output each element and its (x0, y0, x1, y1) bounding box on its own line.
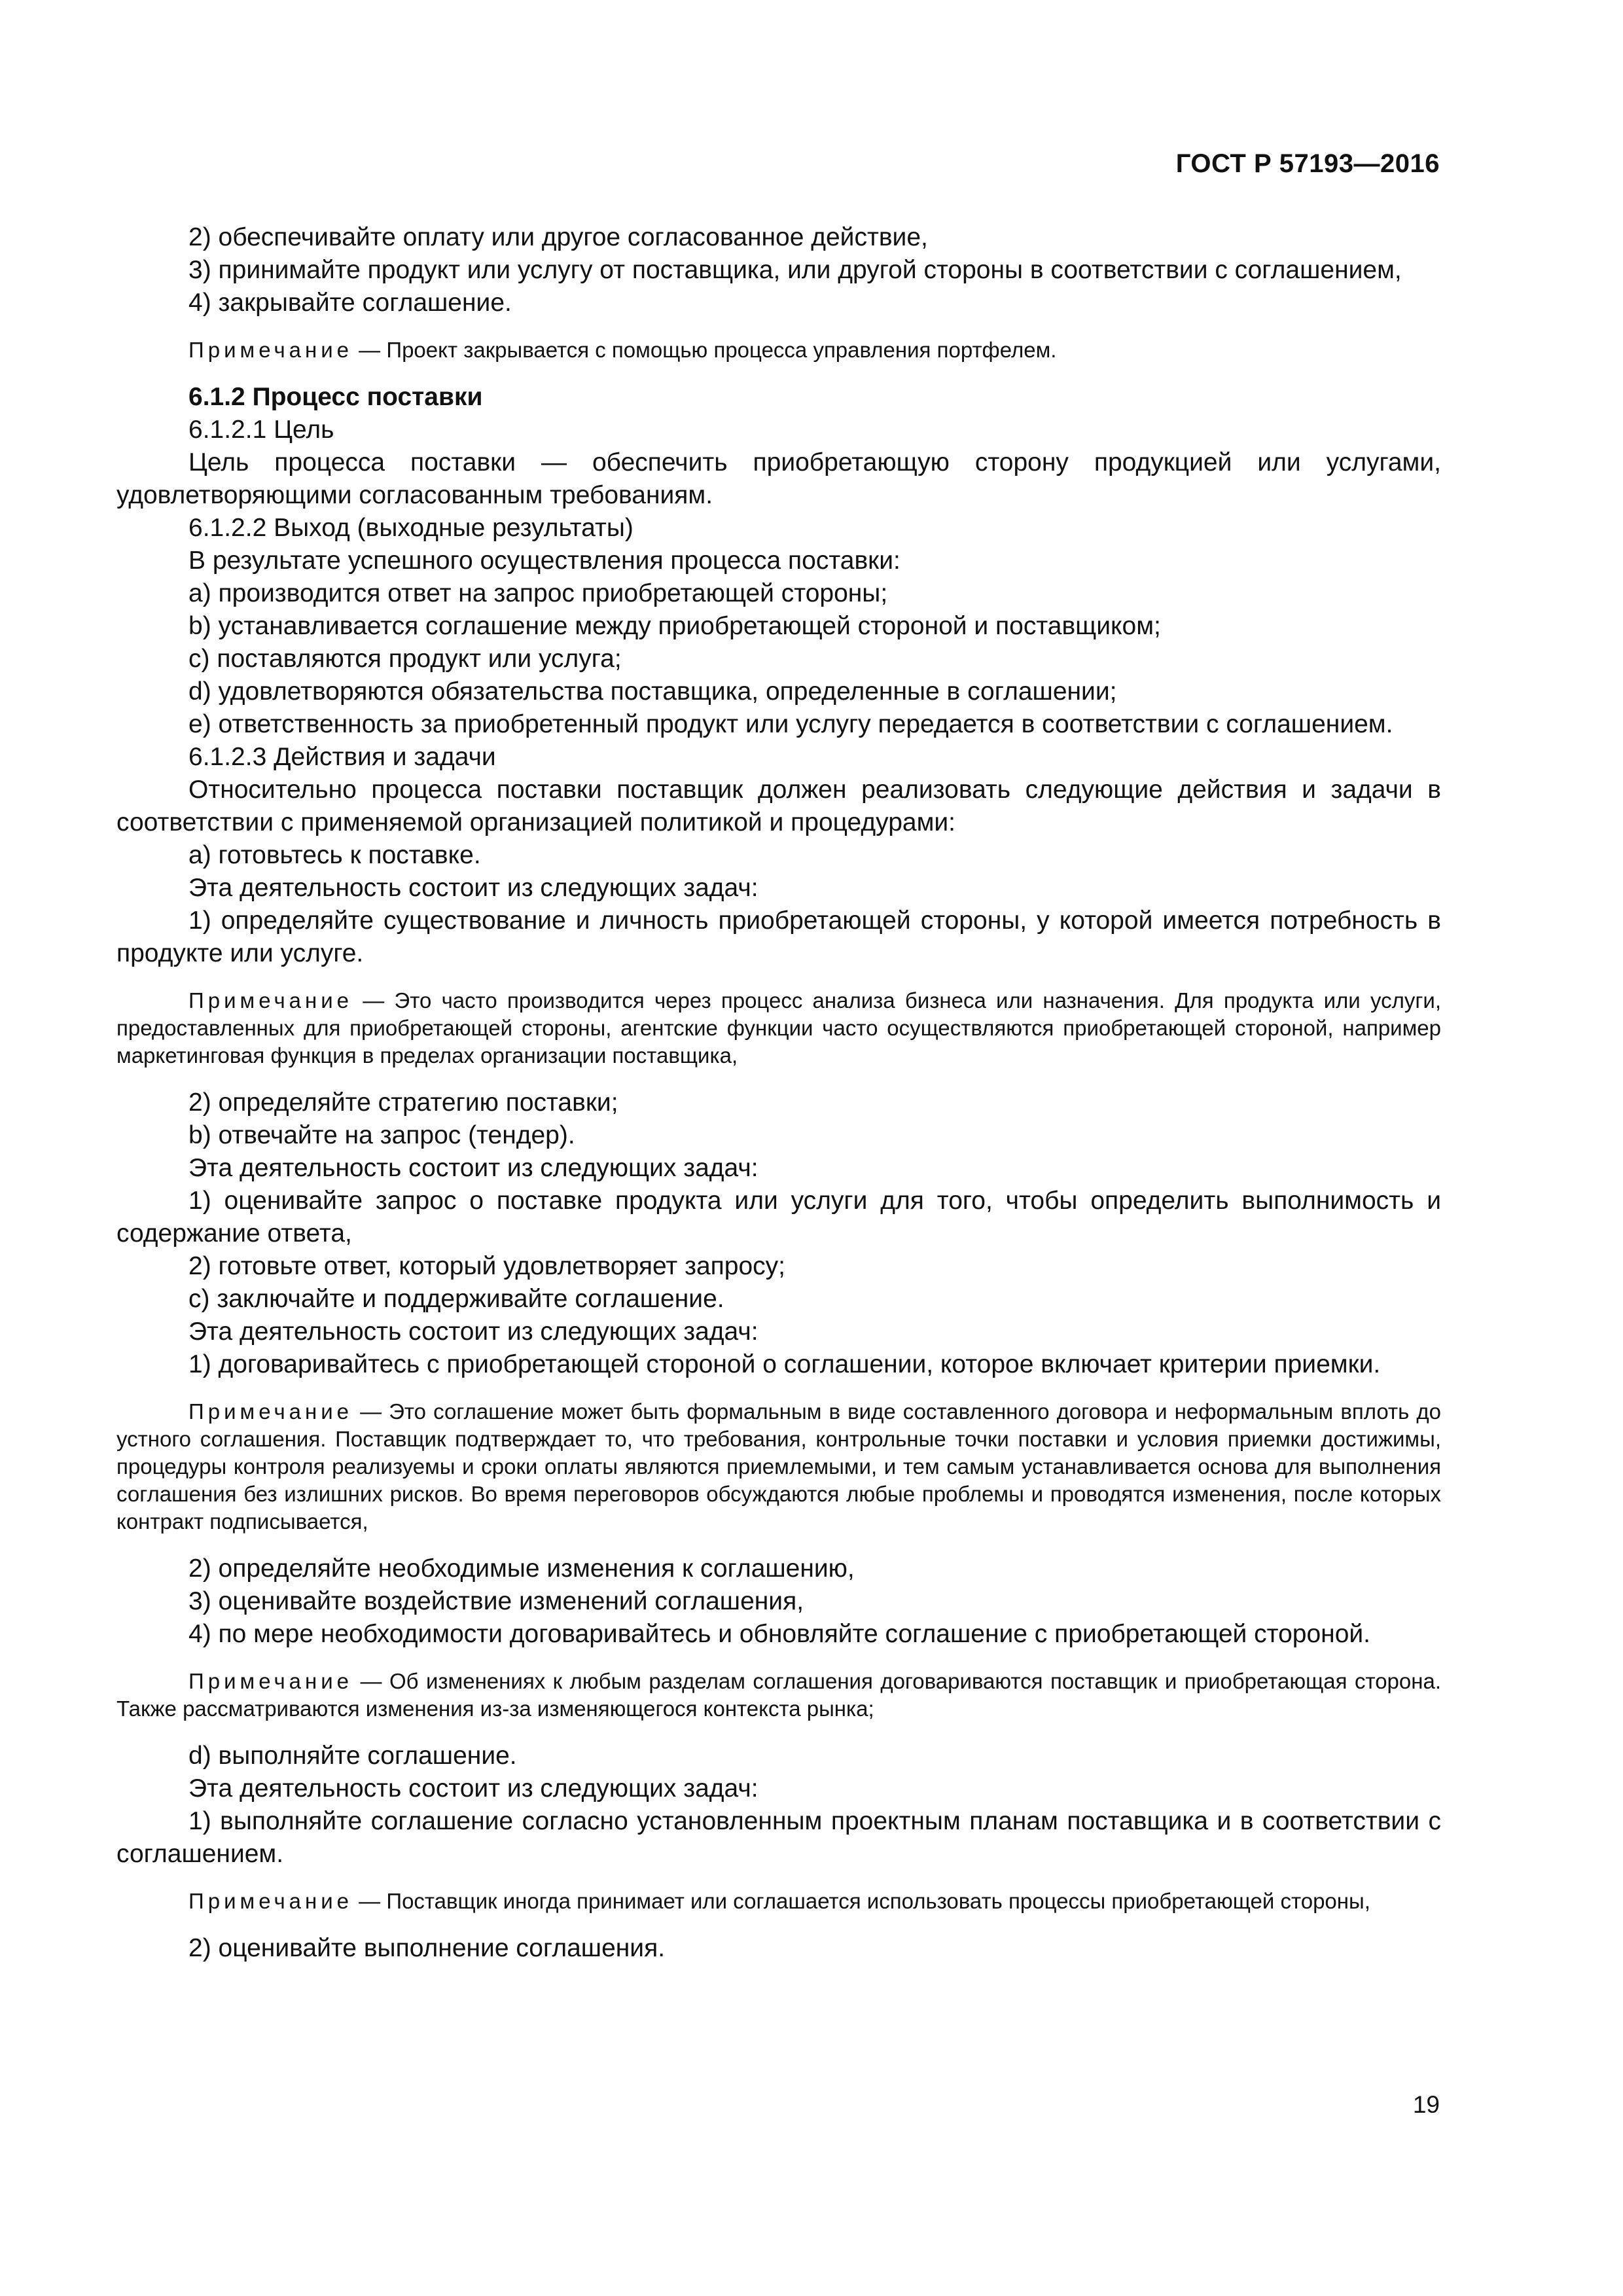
note-paragraph (116, 336, 1441, 364)
document-body (116, 221, 1441, 1965)
note-label: Примечание (188, 1889, 353, 1913)
body-paragraph: 4) закрывайте соглашение. (188, 289, 512, 317)
body-paragraph: 2) обеспечивайте оплату или другое согласованное действие, (188, 223, 928, 251)
section-heading: 6.1.2 Процесс поставки (188, 383, 483, 411)
note-label: Примечание (188, 988, 353, 1013)
note-text: — Это соглашение может быть формальным в виде составленного договора и неформальным вплоть до устного соглашения. Поставщик подтверждает то, что требования, контрольные точки поставки и условия приемки достижимы, процедуры контроля реализуемы и сроки оплаты являются приемлемыми, и тем самым устанавливается основа для выполнения соглашения без излишних рисков. Во время переговоров обсуждаются любые проблемы и проводятся изменения, после которых контракт подписывается, (116, 1399, 1441, 1534)
body-paragraph: 1) выполняйте соглашение согласно установленным проектным планам поставщика и в соответствии с соглашением. (116, 1807, 1441, 1868)
body-paragraph: Относительно процесса поставки поставщик должен реализовать следующие действия и задачи в соответствии с применяемой организацией политикой и процедурами: (116, 776, 1441, 836)
body-paragraph: d) удовлетворяются обязательства поставщика, определенные в соглашении; (188, 677, 1117, 706)
note-paragraph (116, 1398, 1441, 1535)
body-paragraph: Эта деятельность состоит из следующих задач: (188, 1774, 758, 1803)
body-paragraph: 6.1.2.1 Цель (188, 416, 334, 444)
body-paragraph: 1) оценивайте запрос о поставке продукта или услуги для того, чтобы определить выполнимость и содержание ответа, (116, 1187, 1441, 1247)
note-paragraph (116, 987, 1441, 1069)
body-paragraph: Цель процесса поставки — обеспечить приобретающую сторону продукцией или услугами, удовлетворяющими согласованным требованиям. (116, 448, 1441, 509)
body-paragraph: c) поставляются продукт или услуга; (188, 645, 622, 673)
body-paragraph: a) производится ответ на запрос приобретающей стороны; (188, 579, 888, 607)
body-paragraph: 4) по мере необходимости договаривайтесь и обновляйте соглашение с приобретающей стороной. (188, 1620, 1371, 1648)
body-paragraph: e) ответственность за приобретенный продукт или услугу передается в соответствии с соглашением. (188, 710, 1393, 738)
note-text: — Поставщик иногда принимает или соглашается использовать процессы приобретающей стороны, (353, 1889, 1370, 1913)
body-paragraph: b) устанавливается соглашение между приобретающей стороной и поставщиком; (188, 612, 1161, 640)
note-label: Примечание (188, 1669, 353, 1693)
note-text: — Об изменениях к любым разделам соглашения договариваются поставщик и приобретающая сторона. Также рассматриваются изменения из-за изменяющегося контекста рынка; (116, 1669, 1441, 1721)
body-paragraph: Эта деятельность состоит из следующих задач: (188, 874, 758, 902)
standard-designation: ГОСТ Р 57193—2016 (1175, 149, 1440, 178)
body-paragraph: 6.1.2.3 Действия и задачи (188, 743, 496, 771)
note-paragraph (116, 1668, 1441, 1723)
note-text: — Проект закрывается с помощью процесса управления портфелем. (353, 338, 1057, 362)
body-paragraph: В результате успешного осуществления процесса поставки: (188, 547, 901, 575)
note-label: Примечание (188, 1399, 353, 1424)
body-paragraph: 1) определяйте существование и личность приобретающей стороны, у которой имеется потребность в продукте или услуге. (116, 906, 1441, 967)
page-number: 19 (1412, 2091, 1440, 2118)
body-paragraph: 6.1.2.2 Выход (выходные результаты) (188, 514, 633, 542)
body-paragraph: d) выполняйте соглашение. (188, 1742, 517, 1770)
body-paragraph: 2) определяйте необходимые изменения к соглашению, (188, 1554, 855, 1583)
body-paragraph: a) готовьтесь к поставке. (188, 841, 481, 869)
body-paragraph: 2) оценивайте выполнение соглашения. (188, 1934, 666, 1962)
body-paragraph: c) заключайте и поддерживайте соглашение. (188, 1285, 724, 1313)
note-paragraph (116, 1888, 1441, 1915)
body-paragraph: Эта деятельность состоит из следующих задач: (188, 1318, 758, 1346)
body-paragraph: b) отвечайте на запрос (тендер). (188, 1121, 575, 1149)
note-label: Примечание (188, 338, 353, 362)
body-paragraph: 2) определяйте стратегию поставки; (188, 1088, 618, 1117)
body-paragraph: 1) договаривайтесь с приобретающей стороной о соглашении, которое включает критерии приемки. (188, 1350, 1381, 1378)
body-paragraph: 3) принимайте продукт или услугу от поставщика, или другой стороны в соответствии с соглашением, (188, 256, 1402, 284)
body-paragraph: Эта деятельность состоит из следующих задач: (188, 1154, 758, 1182)
body-paragraph: 3) оценивайте воздействие изменений соглашения, (188, 1587, 804, 1615)
note-text: — Это часто производится через процесс анализа бизнеса или назначения. Для продукта или услуги, предоставленных для приобретающей стороны, агентские функции часто осуществляются приобретающей стороной, например маркетинговая функция в пределах организации поставщика, (116, 988, 1441, 1067)
body-paragraph: 2) готовьте ответ, который удовлетворяет запросу; (188, 1252, 785, 1280)
